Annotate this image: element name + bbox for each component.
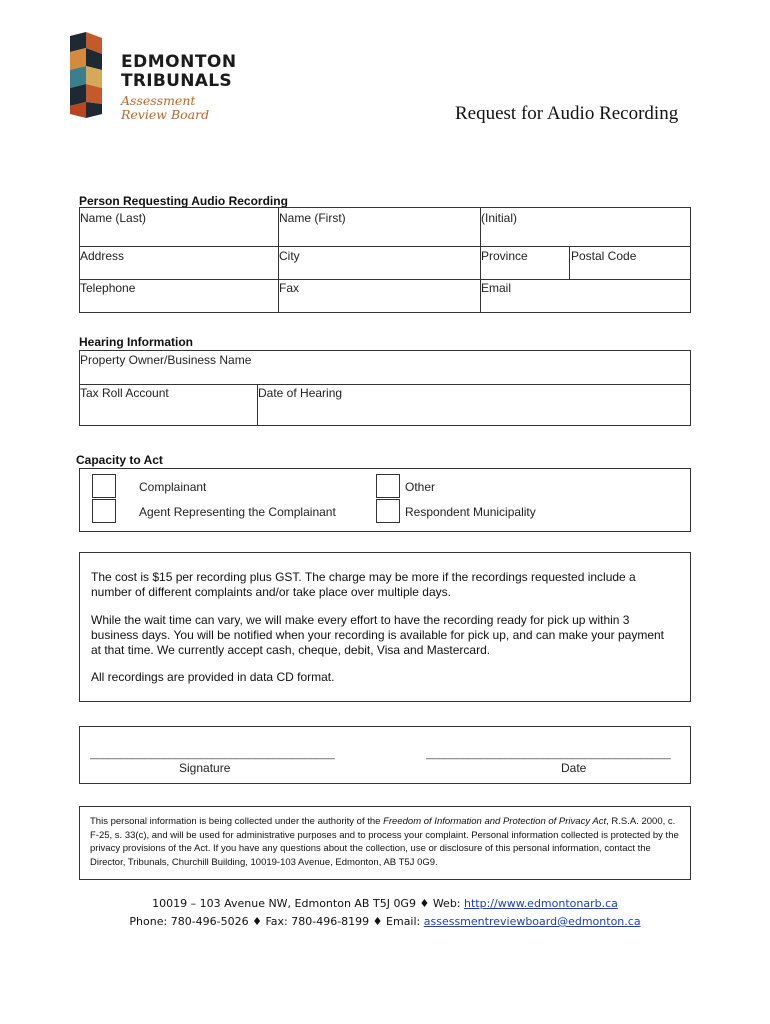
- footer-web-link[interactable]: http://www.edmontonarb.ca: [464, 897, 618, 910]
- name-last-field[interactable]: Name (Last): [80, 211, 147, 225]
- email-field[interactable]: Email: [481, 281, 512, 295]
- cost-paragraph: The cost is $15 per recording plus GST. The charge may be more if the recordings requested include a number of different complaints and/or take place over multiple days.: [91, 570, 636, 599]
- org-name-tribunals: TRIBUNALS: [121, 71, 232, 91]
- edmonton-tribunals-logo: [64, 32, 108, 118]
- hearing-section-heading: Hearing Information: [79, 335, 194, 349]
- org-subname-review-board: Review Board: [121, 107, 210, 122]
- signature-line[interactable]: ________________________________________: [90, 748, 335, 760]
- capacity-section-heading: Capacity to Act: [76, 453, 163, 467]
- postal-code-field[interactable]: Postal Code: [571, 249, 637, 263]
- province-field[interactable]: Province: [481, 249, 528, 263]
- initial-field[interactable]: (Initial): [481, 211, 518, 225]
- privacy-text-after: , R.S.A. 2000, c. F-25, s. 33(c), and will be used for administrative purposes and to process your complaint. Personal information collected is protected by the privacy provisions of the Act. If you have any questions about the collection, use or disclosure of this personal information, contact the Director, Tribunals, Churchill Building, 10019-103 Avenue, Edmonton, AB T5J 0G9.: [90, 816, 679, 868]
- complainant-label: Complainant: [139, 480, 207, 494]
- privacy-act-name: Freedom of Information and Protection of Privacy Act: [383, 816, 607, 827]
- footer-address: 10019 – 103 Avenue NW, Edmonton AB T5J 0G9 ♦ Web:: [152, 897, 464, 910]
- property-owner-field[interactable]: Property Owner/Business Name: [80, 353, 252, 367]
- address-field[interactable]: Address: [80, 249, 125, 263]
- date-of-hearing-field[interactable]: Date of Hearing: [258, 386, 343, 400]
- respondent-label: Respondent Municipality: [405, 505, 536, 519]
- privacy-text-before: This personal information is being collected under the authority of the: [90, 816, 384, 827]
- complainant-checkbox[interactable]: [92, 474, 116, 498]
- date-label: Date: [561, 761, 587, 775]
- footer-email-link[interactable]: assessmentreviewboard@edmonton.ca: [423, 915, 641, 928]
- org-name-edmonton: EDMONTON: [121, 52, 237, 72]
- name-first-field[interactable]: Name (First): [279, 211, 346, 225]
- city-field[interactable]: City: [279, 249, 300, 263]
- agent-label: Agent Representing the Complainant: [139, 505, 336, 519]
- fax-field[interactable]: Fax: [279, 281, 300, 295]
- format-paragraph: All recordings are provided in data CD format.: [91, 670, 335, 684]
- other-label: Other: [405, 480, 436, 494]
- document-title: Request for Audio Recording: [455, 103, 679, 124]
- privacy-notice: [90, 815, 682, 869]
- org-subname-assessment: Assessment: [121, 93, 196, 108]
- date-line[interactable]: ________________________________________: [426, 748, 671, 760]
- person-section-heading: Person Requesting Audio Recording: [79, 194, 288, 208]
- signature-label: Signature: [179, 761, 231, 775]
- footer-contact-line: [0, 915, 770, 928]
- wait-time-paragraph: While the wait time can vary, we will make every effort to have the recording ready for pick up within 3 business days. You will be notified when your recording is available for pick up, and can make your payment at that time. We currently accept cash, cheque, debit, Visa and Mastercard.: [91, 613, 664, 657]
- footer-address-line: [0, 897, 770, 910]
- agent-checkbox[interactable]: [92, 499, 116, 523]
- footer-phone: Phone: 780-496-5026 ♦ Fax: 780-496-8199 ♦ Email:: [129, 915, 424, 928]
- telephone-field[interactable]: Telephone: [80, 281, 136, 295]
- other-checkbox[interactable]: [376, 474, 400, 498]
- tax-roll-field[interactable]: Tax Roll Account: [80, 386, 169, 400]
- respondent-checkbox[interactable]: [376, 499, 400, 523]
